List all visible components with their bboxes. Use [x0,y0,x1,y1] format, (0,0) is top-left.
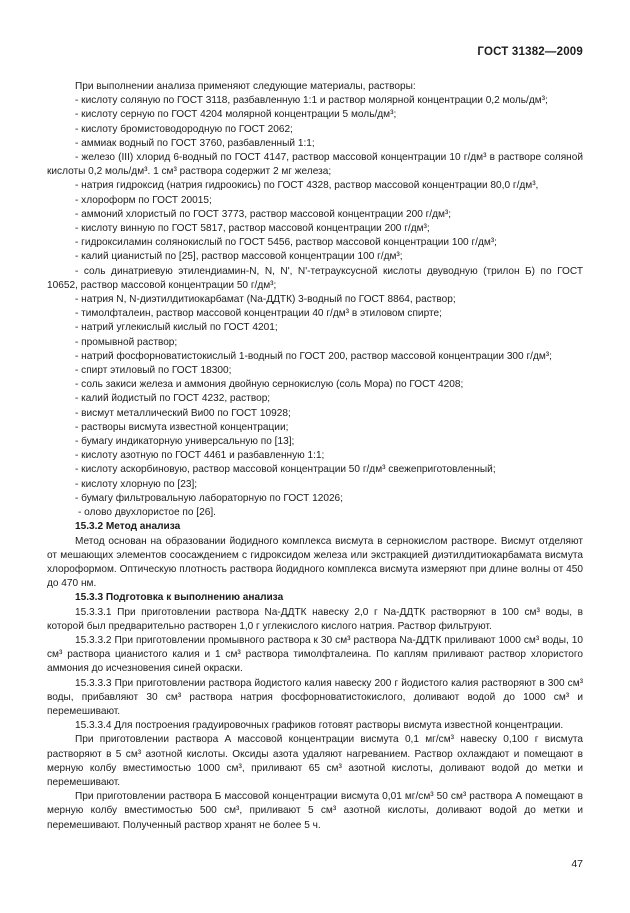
material-item: - висмут металлический Ви00 по ГОСТ 10928; [75,407,291,419]
material-item: - олово двухлористое по [26]. [78,507,216,519]
paragraph-solution-b: При приготовлении раствора Б массовой концентрации висмута 0,01 мг/см³ 50 см³ раствора А помещают в мерную колбу вместимостью 500 см³, приливают 5 см³ азотной кислоты, доливают водой до метки и перемешивают. Полученный раствор хранят не более 5 ч. [47,791,583,831]
page-content [47,80,583,833]
materials-list [47,94,583,520]
paragraph-15-3-3-4: 15.3.3.4 Для построения градуировочных графиков готовят растворы висмута известной концентрации. [75,720,564,732]
page-number: 47 [571,858,583,870]
material-item: - кислоту хлорную по [23]; [75,478,198,490]
material-item: - аммоний хлористый по ГОСТ 3773, раствор массовой концентрации 200 г/дм³; [75,208,452,220]
material-item: - калий йодистый по ГОСТ 4232, раствор; [75,393,271,405]
material-item: - промывной раствор; [75,336,178,348]
material-item: - гидроксиламин солянокислый по ГОСТ 5456, раствор массовой концентрации 100 г/дм³; [75,237,497,249]
material-item: - кислоту бромистоводородную по ГОСТ 2062; [75,123,293,135]
paragraph-15-3-3-2: 15.3.3.2 При приготовлении промывного раствора к 30 см³ раствора Na-ДДТК приливают 1000 см³ воды, 10 см³ раствора цианистого калия и 1 см³ раствора тимолфталеина. По каплям приливают раствор хлористого аммония до исчезновения синей окраски. [47,634,583,675]
material-item: - натрий фосфорноватистокислый 1-водный по ГОСТ 200, раствор массовой концентрации 300 г/дм³; [75,350,552,362]
material-item: - кислоту соляную по ГОСТ 3118, разбавленную 1:1 и раствор молярной концентрации 0,2 моль/дм³; [75,95,548,107]
material-item: - соль закиси железа и аммония двойную сернокислую (соль Мора) по ГОСТ 4208; [75,379,464,391]
materials-intro: При выполнении анализа применяют следующие материалы, растворы: [75,81,416,92]
material-item: - спирт этиловый по ГОСТ 18300; [75,365,232,377]
method-paragraph: Метод основан на образовании йодидного комплекса висмута в сернокислом растворе. Висмут отделяют от мешающих элементов соосаждением с гидроксидом железа или экстракцией диэтилдитиокарбамата висмута хлороформом. Оптическую плотность раствора йодидного комплекса висмута измеряют при длине волны от 450 до 470 нм. [47,535,583,590]
material-item: - натрий углекислый кислый по ГОСТ 4201; [75,322,278,334]
material-item: - натрия N, N-диэтилдитиокарбамат (Na-ДДТК) 3-водный по ГОСТ 8864, раствор; [75,294,456,306]
material-item: - кислоту азотную по ГОСТ 4461 и разбавленную 1:1; [75,450,325,462]
material-item: - кислоту серную по ГОСТ 4204 молярной концентрации 5 моль/дм³; [75,109,397,121]
material-item: - калий цианистый по [25], раствор массовой концентрации 100 г/дм³; [75,251,403,263]
standard-header: ГОСТ 31382—2009 [477,46,583,58]
section-heading-preparation: 15.3.3 Подготовка к выполнению анализа [75,592,284,604]
material-item: - кислоту винную по ГОСТ 5817, раствор массовой концентрации 200 г/дм³; [75,223,430,235]
paragraph-15-3-3-1: 15.3.3.1 При приготовлении раствора Na-ДДТК навеску 2,0 г Na-ДДТК растворяют в 100 см³ воды, в которой был предварительно растворен 1,0 г углекислого кислого натрия. Раствор фильтруют. [47,606,583,632]
material-item: - железо (III) хлорид 6-водный по ГОСТ 4147, раствор массовой концентрации 10 г/дм³ в растворе соляной кислоты 0,2 моль/дм³. 1 см³ раствора содержит 2 мг железа; [47,152,583,178]
material-item: - тимолфталеин, раствор массовой концентрации 40 г/дм³ в этиловом спирте; [75,308,442,320]
material-item: - кислоту аскорбиновую, раствор массовой концентрации 50 г/дм³ свежеприготовленный; [75,464,496,476]
material-item: - соль динатриевую этилендиамин-N, N, N', N'-тетрауксусной кислоты двуводную (трилон Б) по ГОСТ 10652, раствор массовой концентрации 50 г/дм³; [47,265,583,291]
material-item: - бумагу индикаторную универсальную по [13]; [75,436,295,448]
material-item: - хлороформ по ГОСТ 20015; [75,194,212,206]
material-item: - натрия гидроксид (натрия гидроокись) по ГОСТ 4328, раствор массовой концентрации 80,0 г/дм³, [75,180,539,192]
material-item: - аммиак водный по ГОСТ 3760, разбавленный 1:1; [75,137,315,149]
material-item: - бумагу фильтровальную лабораторную по ГОСТ 12026; [75,492,343,504]
paragraph-solution-a: При приготовлении раствора А массовой концентрации висмута 0,1 мг/см³ навеску 0,100 г висмута растворяют в 5 см³ азотной кислоты. Оксиды азота удаляют нагреванием. Раствор охлаждают и помещают в мерную колбу вместимостью 1000 см³, приливают 65 см³ азотной кислоты, доливают водой до метки и перемешивают. [47,734,583,788]
paragraph-15-3-3-3: 15.3.3.3 При приготовлении раствора йодистого калия навеску 200 г йодистого калия растворяют в 300 см³ воды, прибавляют 30 см³ раствора натрия фосфорноватистокислого, доливают водой до 1000 см³ и перемешивают. [47,677,583,717]
material-item: - растворы висмута известной концентрации; [75,421,289,433]
section-heading-method: 15.3.2 Метод анализа [75,521,181,533]
